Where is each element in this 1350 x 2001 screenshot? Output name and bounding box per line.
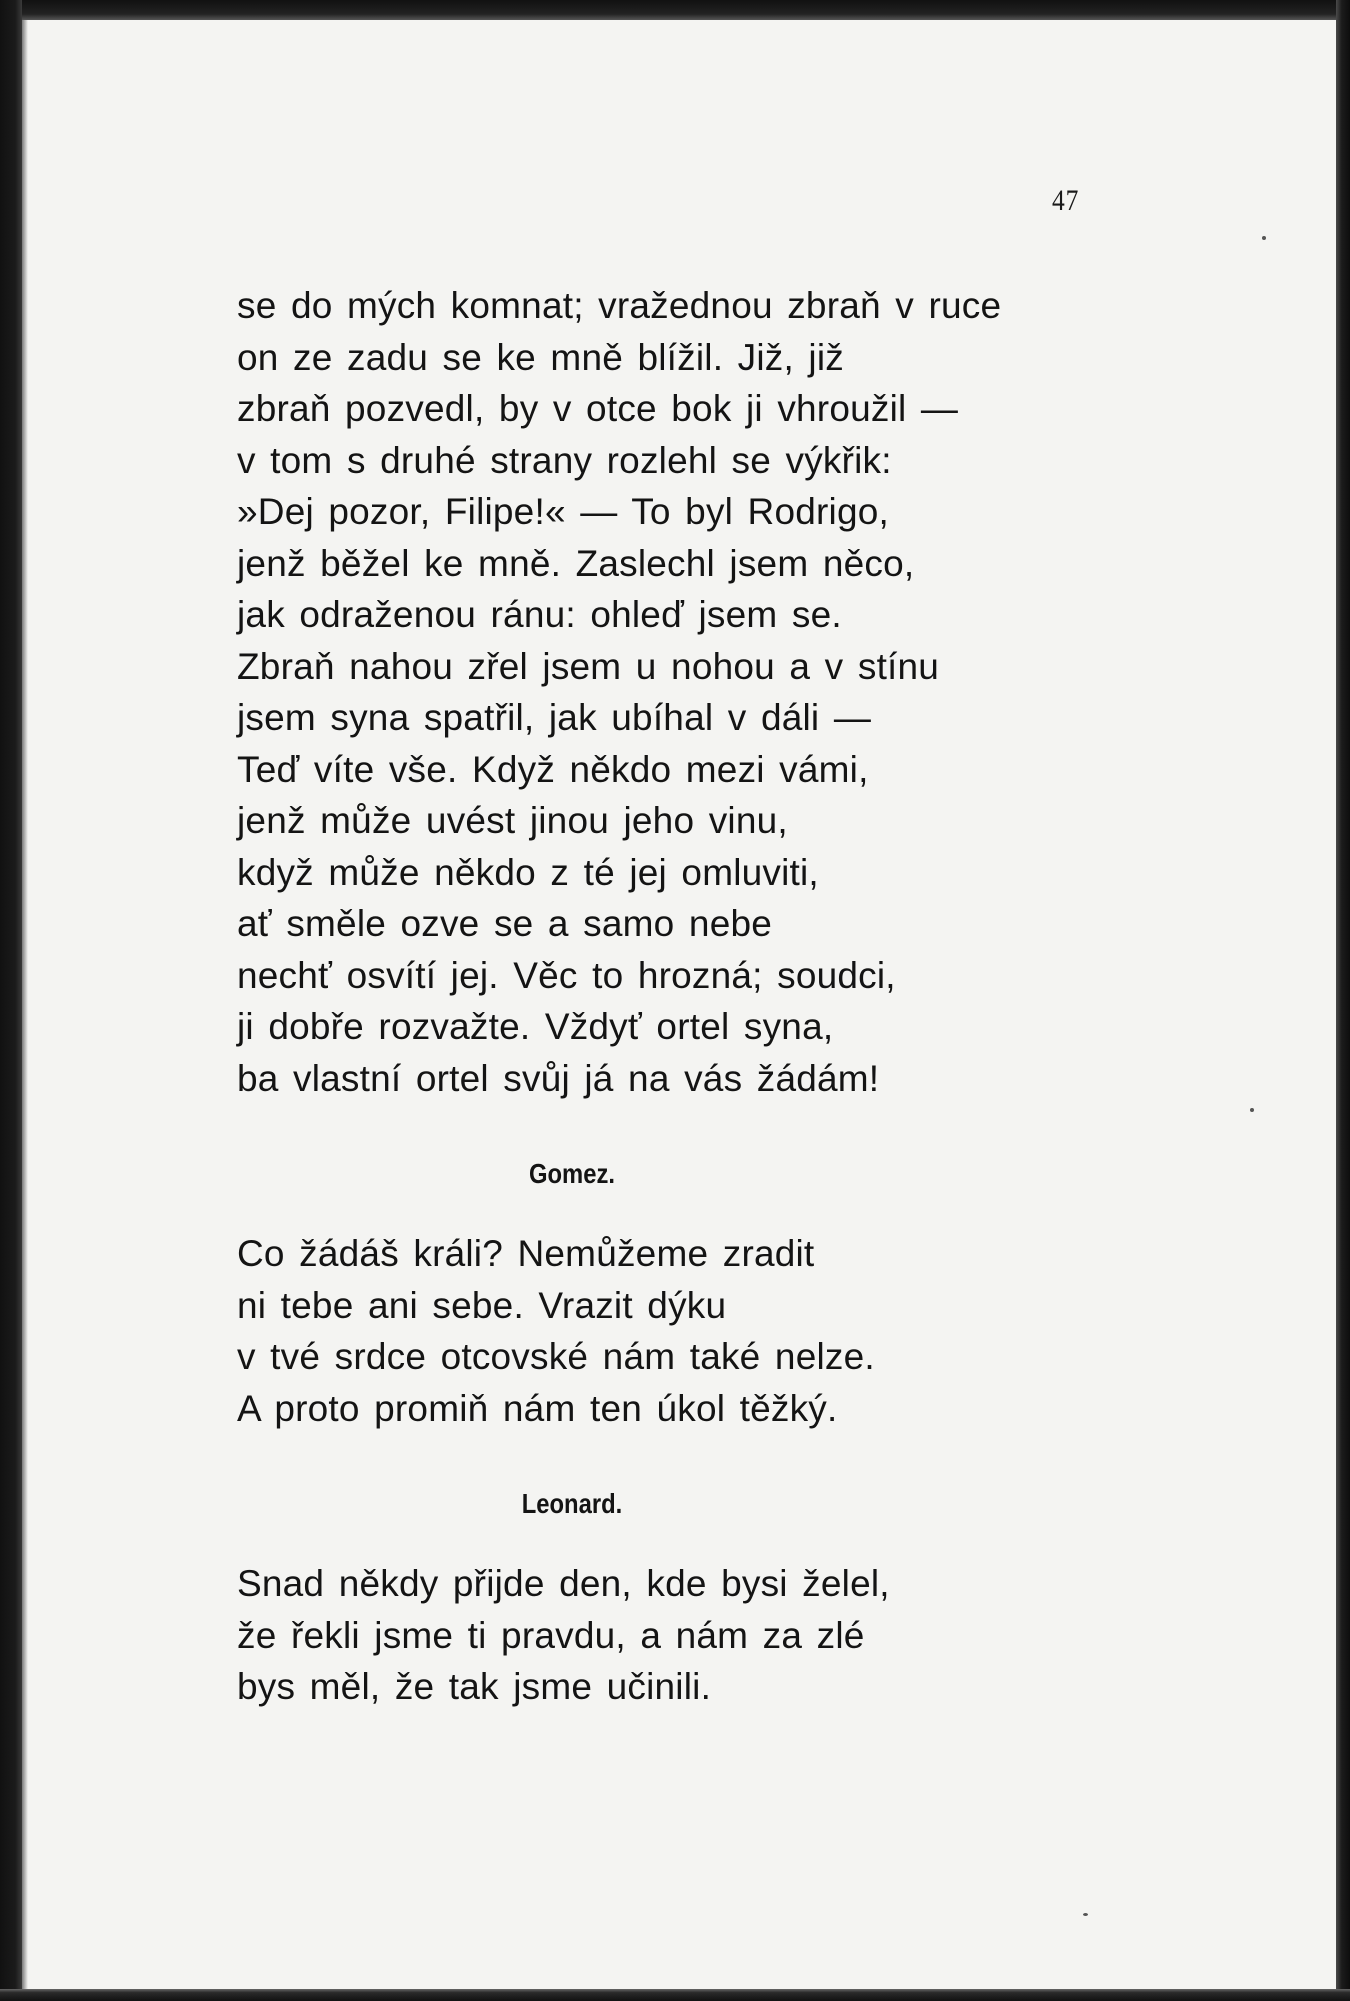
- verse-line: ba vlastní ortel svůj já na vás žádám!: [237, 1057, 880, 1099]
- verse-line: jsem syna spatřil, jak ubíhal v dáli —: [237, 697, 872, 738]
- verse-line: Snad někdy přijde den, kde bysi želel,: [237, 1563, 890, 1604]
- scan-border-top: [0, 0, 1350, 20]
- spacer: [237, 1194, 1117, 1228]
- verse-line: v tvé srdce otcovské nám také nelze.: [237, 1336, 875, 1377]
- verse-line: ji dobře rozvažte. Vždyť ortel syna,: [237, 1006, 834, 1047]
- speaker-name: Leonard.: [521, 1488, 623, 1519]
- verse-line: jenž běžel ke mně. Zaslechl jsem něco,: [237, 542, 915, 584]
- verse-line: že řekli jsme ti pravdu, a nám za zlé: [237, 1614, 865, 1656]
- verse-line: on ze zadu se ke mně blížil. Již, již: [237, 336, 844, 378]
- verse-line: když může někdo z té jej omluviti,: [237, 851, 819, 893]
- scan-shadow-left: [22, 20, 28, 1989]
- verse-line: se do mých komnat; vražednou zbraň v ruce: [237, 285, 1002, 326]
- verse-line: Teď víte vše. Když někdo mezi vámi,: [237, 748, 869, 790]
- verse-line: zbraň pozvedl, by v otce bok ji vhroužil —: [237, 388, 959, 429]
- speaker-name: Gomez.: [529, 1158, 615, 1189]
- stanza: [237, 1104, 1117, 1434]
- verse-line: bys měl, že tak jsme učinili.: [237, 1666, 712, 1707]
- stanza: [237, 1434, 1117, 1713]
- verse-line: v tom s druhé strany rozlehl se výkřik:: [237, 439, 892, 481]
- scan-border-left: [0, 0, 22, 2001]
- verse-line: nechť osvítí jej. Věc to hrozná; soudci,: [237, 954, 896, 996]
- scan-border-right: [1336, 0, 1350, 2001]
- verse-line: jak odraženou ránu: ohleď jsem se.: [237, 594, 842, 635]
- spacer: [237, 1434, 1117, 1484]
- scan-speck: [1262, 236, 1266, 240]
- verse-line: ať směle ozve se a samo nebe: [237, 903, 773, 944]
- verse-line: ni tebe ani sebe. Vrazit dýku: [237, 1284, 727, 1326]
- scan-border-bottom: [0, 1989, 1350, 2001]
- verse-line: A proto promiň nám ten úkol těžký.: [237, 1387, 838, 1429]
- verse-line: Co žádáš králi? Nemůžeme zradit: [237, 1233, 815, 1274]
- verse-line: Zbraň nahou zřel jsem u nohou a v stínu: [237, 645, 940, 687]
- spacer: [237, 1104, 1117, 1154]
- scan-speck: [1083, 1913, 1088, 1916]
- page-number: 47: [1052, 184, 1080, 217]
- verse-line: »Dej pozor, Filipe!« — To byl Rodrigo,: [237, 491, 890, 532]
- poem-text: [237, 280, 1117, 1713]
- spacer: [237, 1524, 1117, 1558]
- scan-speck: [1250, 1108, 1254, 1112]
- verse-line: jenž může uvést jinou jeho vinu,: [237, 800, 788, 841]
- stanza: [237, 280, 1117, 1104]
